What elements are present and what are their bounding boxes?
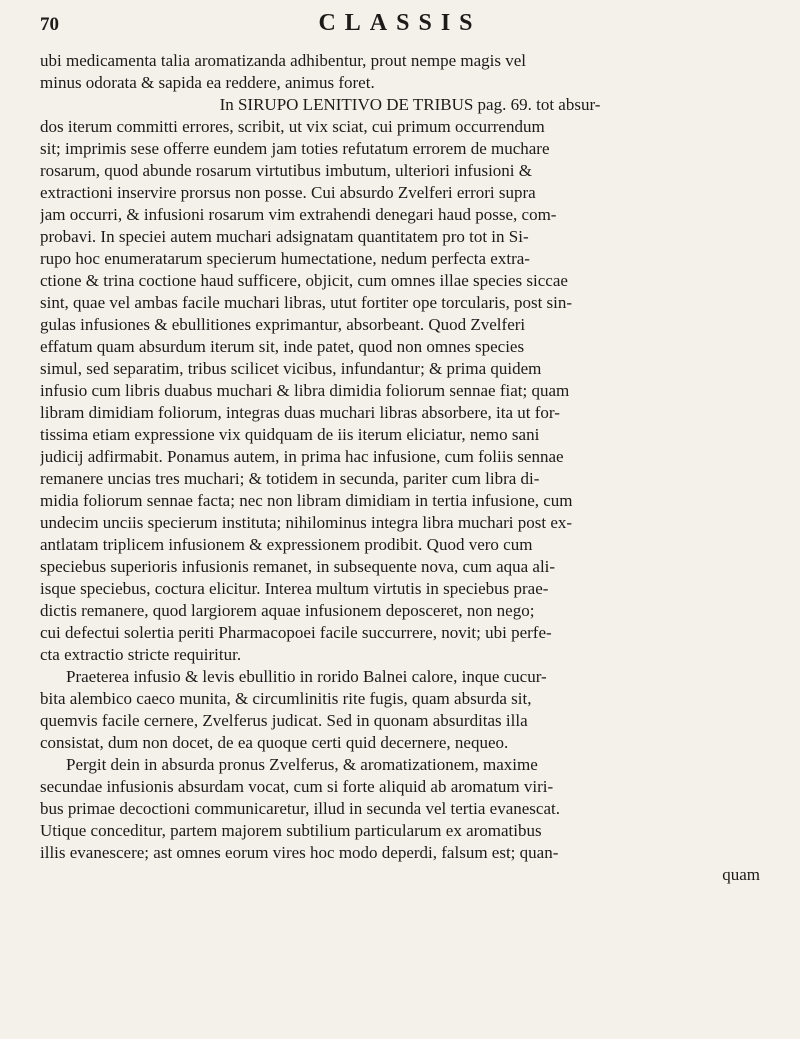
text-line: simul, sed separatim, tribus scilicet vicibus, infundantur; & prima quidem — [40, 359, 542, 378]
section-heading-line: In SIRUPO LENITIVO DE TRIBUS pag. 69. tot absur- — [219, 95, 601, 114]
body-text — [40, 50, 780, 886]
text-line: jam occurri, & infusioni rosarum vim extrahendi denegari haud posse, com- — [40, 205, 557, 224]
text-line: bita alembico caeco munita, & circumlinitis rite fugis, quam absurda sit, — [40, 689, 532, 708]
page-number: 70 — [40, 14, 59, 35]
text-line: sint, quae vel ambas facile muchari libras, utut fortiter ope torcularis, post sin- — [40, 293, 573, 312]
text-line: speciebus superioris infusionis remanet, in subsequente nova, cum aqua ali- — [40, 557, 556, 576]
text-line: tissima etiam expressione vix quidquam de iis iterum eliciatur, nemo sani — [40, 425, 540, 444]
text-line: rupo hoc enumeratarum specierum humectatione, nedum perfecta extra- — [40, 249, 530, 268]
text-line: cui defectui solertia periti Pharmacopoei facile succurrere, novit; ubi perfe- — [40, 623, 552, 642]
text-line: dictis remanere, quod largiorem aquae infusionem deposceret, non nego; — [40, 601, 535, 620]
text-line: secundae infusionis absurdam vocat, cum si forte aliquid ab aromatum viri- — [40, 777, 554, 796]
text-line: isque speciebus, coctura elicitur. Interea multum virtutis in speciebus prae- — [40, 579, 549, 598]
text-line: gulas infusiones & ebullitiones exprimantur, absorbeant. Quod Zvelferi — [40, 315, 526, 334]
text-line: probavi. In speciei autem muchari adsignatam quantitatem pro tot in Si- — [40, 227, 529, 246]
text-line: extractioni inservire prorsus non posse. Cui absurdo Zvelferi errori supra — [40, 183, 536, 202]
running-head — [40, 10, 760, 46]
text-line: ctione & trina coctione haud sufficere, objicit, cum omnes illae species siccae — [40, 271, 568, 290]
catchword: quam — [722, 865, 760, 884]
text-line: consistat, dum non docet, de ea quoque certi quid decernere, nequeo. — [40, 733, 509, 752]
paragraph-start-line: Praeterea infusio & levis ebullitio in rorido Balnei calore, inque cucur- — [66, 667, 547, 686]
text-line: illis evanescere; ast omnes eorum vires hoc modo deperdi, falsum est; quan- — [40, 843, 559, 862]
text-line: dos iterum committi errores, scribit, ut vix sciat, cui primum occurrendum — [40, 117, 545, 136]
text-line: minus odorata & sapida ea reddere, animus foret. — [40, 73, 375, 92]
text-line: rosarum, quod abunde rosarum virtutibus imbutum, ulteriori infusioni & — [40, 161, 532, 180]
text-line: bus primae decoctioni communicaretur, illud in secunda vel tertia evanescat. — [40, 799, 560, 818]
text-line: ubi medicamenta talia aromatizanda adhibentur, prout nempe magis vel — [40, 51, 527, 70]
text-line: remanere uncias tres muchari; & totidem in secunda, pariter cum libra di- — [40, 469, 540, 488]
text-line: sit; imprimis sese offerre eundem jam toties refutatum errorem de muchare — [40, 139, 550, 158]
text-line: antlatam triplicem infusionem & expressionem prodibit. Quod vero cum — [40, 535, 533, 554]
text-line: effatum quam absurdum iterum sit, inde patet, quod non omnes species — [40, 337, 525, 356]
text-line: judicij adfirmabit. Ponamus autem, in prima hac infusione, cum foliis sennae — [40, 447, 564, 466]
text-line: midia foliorum sennae facta; nec non libram dimidiam in tertia infusione, cum — [40, 491, 573, 510]
text-line: infusio cum libris duabus muchari & libra dimidia foliorum sennae fiat; quam — [40, 381, 570, 400]
paragraph-start-line: Pergit dein in absurda pronus Zvelferus, & aromatizationem, maxime — [66, 755, 538, 774]
text-line: undecim unciis specierum instituta; nihilominus integra libra muchari post ex- — [40, 513, 573, 532]
running-title: CLASSIS — [318, 10, 482, 36]
text-line: quemvis facile cernere, Zvelferus judicat. Sed in quonam absurditas illa — [40, 711, 528, 730]
text-line: libram dimidiam foliorum, integras duas muchari libras absorbere, ita ut for- — [40, 403, 560, 422]
text-line: cta extractio stricte requiritur. — [40, 645, 242, 664]
text-line: Utique conceditur, partem majorem subtilium particularum ex aromatibus — [40, 821, 542, 840]
